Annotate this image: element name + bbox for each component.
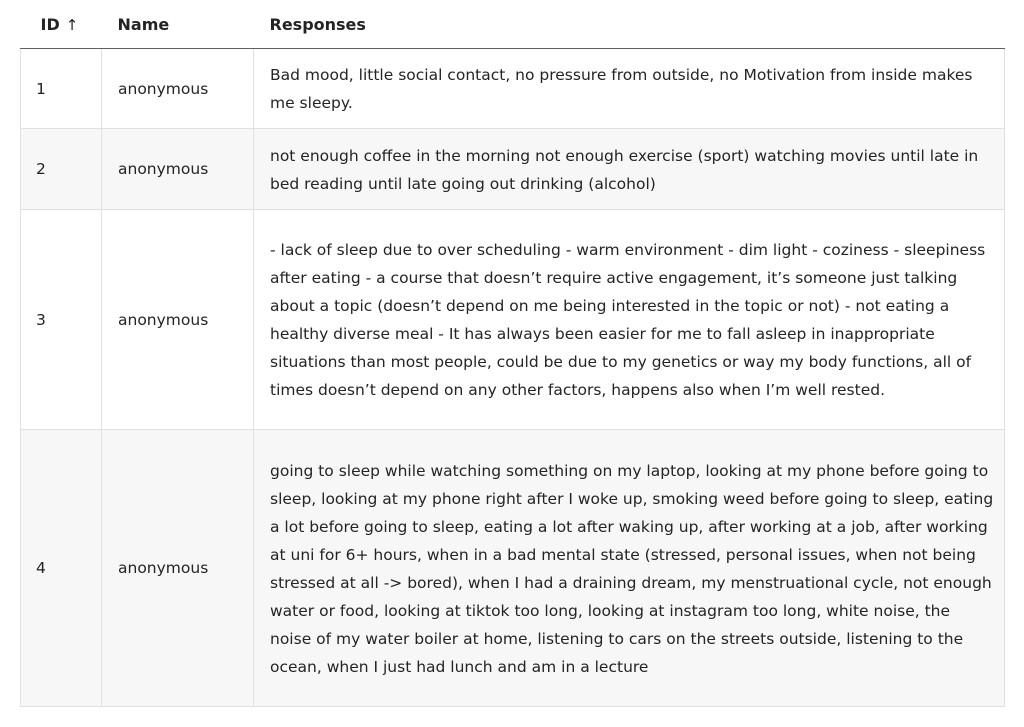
response-text: going to sleep while watching something on my laptop, looking at my phone before going to sleep, looking at my phone right after I woke up, smoking weed before going to sleep, eating a lot before going to sleep, eating a lot after waking up, after working at a job, after working at uni for 6+ hours, when in a bad mental state (stressed, personal issues, when not being stressed at all -> bored), when I had a draining dream, my menstruational cycle, not enough water or food, looking at tiktok too long, looking at instagram too long, white noise, the noise of my water boiler at home, listening to cars on the streets outside, listening to the ocean, when I just had lunch and am in a lecture [270,461,994,676]
column-header-name[interactable] [102,0,254,49]
column-header-id-label: ID [40,14,60,34]
header-row [21,0,1005,49]
cell-name: anonymous [102,210,254,430]
cell-name: anonymous [102,129,254,210]
table-row[interactable] [21,210,1005,430]
column-header-responses-label: Responses [269,14,366,34]
cell-response [254,210,1005,430]
responses-table [20,0,1005,707]
cell-id: 4 [21,430,102,707]
cell-name: anonymous [102,49,254,129]
cell-response [254,129,1005,210]
response-text: Bad mood, little social contact, no pressure from outside, no Motivation from inside makes me sleepy. [270,66,973,112]
column-header-id[interactable] [21,0,102,49]
table-body [21,49,1005,707]
cell-id: 3 [21,210,102,430]
table-row[interactable] [21,49,1005,129]
cell-name: anonymous [102,430,254,707]
cell-id: 2 [21,129,102,210]
cell-response [254,430,1005,707]
response-text: not enough coffee in the morning not enough exercise (sport) watching movies until late in bed reading until late going out drinking (alcohol) [270,146,979,193]
cell-response [254,49,1005,129]
responses-table-container [20,0,1004,707]
column-header-name-label: Name [117,14,170,34]
sort-ascending-icon[interactable]: ↑ [65,15,79,34]
column-header-responses[interactable] [254,0,1005,49]
table-row[interactable] [21,430,1005,707]
table-row[interactable] [21,129,1005,210]
cell-id: 1 [21,49,102,129]
table-header [21,0,1005,49]
response-text: - lack of sleep due to over scheduling - warm environment - dim light - coziness - sleepiness after eating - a course that doesn’t require active engagement, it’s someone just talking about a topic (doesn’t depend on me being interested in the topic or not) - not eating a healthy diverse meal - It has always been easier for me to fall asleep in inappropriate situations than most people, could be due to my genetics or way my body functions, all of times doesn’t depend on any other factors, happens also when I’m well rested. [270,241,986,399]
